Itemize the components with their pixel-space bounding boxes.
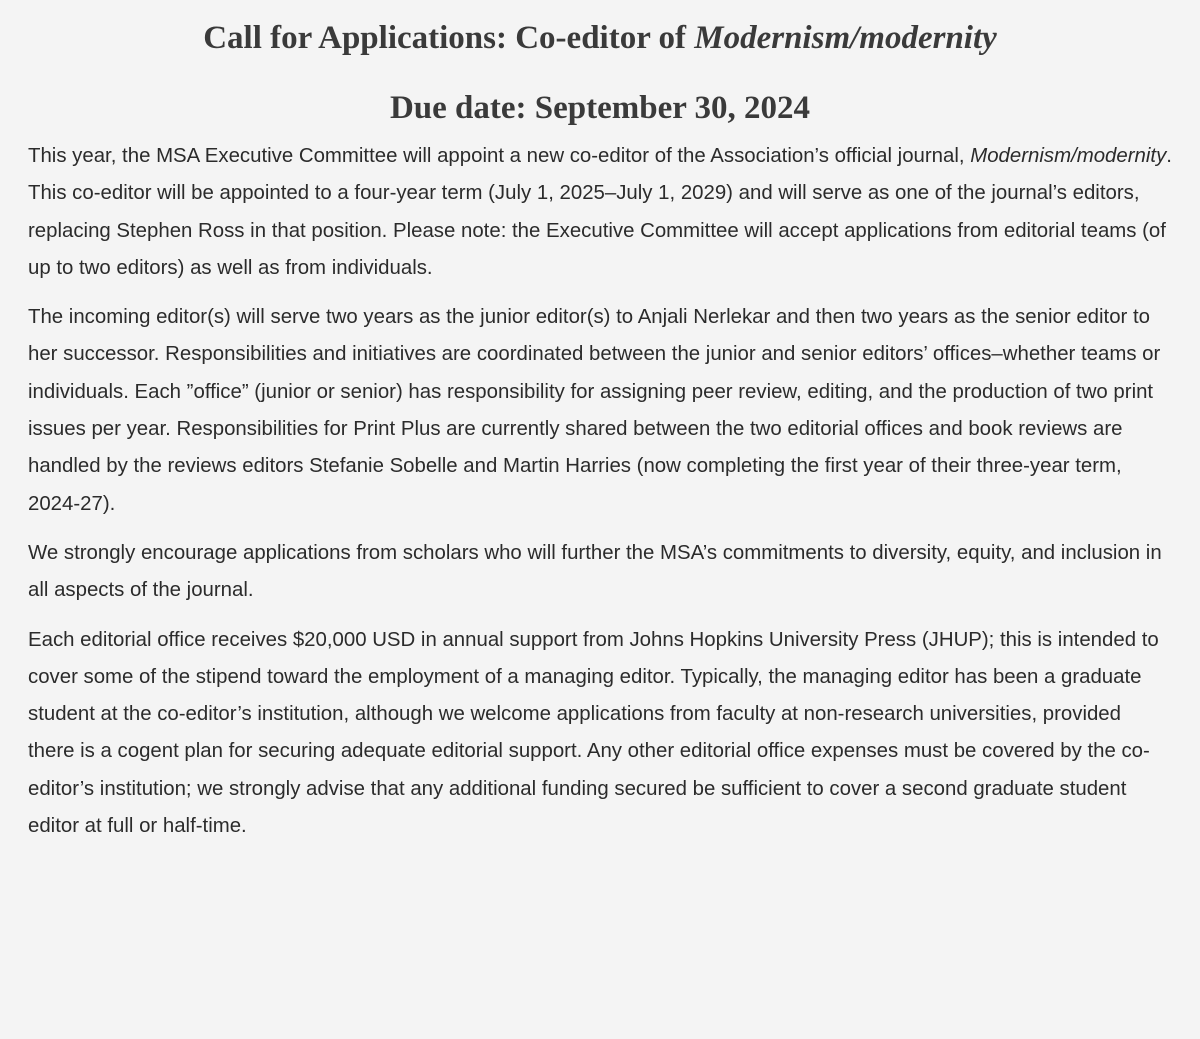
paragraph-intro xyxy=(28,138,1172,287)
paragraph-funding: Each editorial office receives $20,000 USD in annual support from Johns Hopkins University Press (JHUP); this is intended to cover some of the stipend toward the employment of a managing editor. Typically, the managing editor has been a graduate student at the co-editor’s institution, although we welcome applications from faculty at non-research universities, provided there is a cogent plan for securing adequate editorial support. Any other editorial office expenses must be covered by the co-editor’s institution; we strongly advise that any additional funding secured be sufficient to cover a second graduate student editor at full or half-time. xyxy=(28,628,1159,838)
paragraph-intro-part2: . This co-editor will be appointed to a four-year term (July 1, 2025–July 1, 2029) and will serve as one of the journal’s editors, replacing Stephen Ross in that position. Please note: the Executive Committee will accept applications from editorial teams (of up to two editors) as well as from individuals. xyxy=(28,145,1172,279)
paragraph-intro-part1: This year, the MSA Executive Committee will appoint a new co-editor of the Association’s official journal, xyxy=(28,145,971,167)
paragraph-intro-journal: Modernism/modernity xyxy=(970,145,1167,167)
page-title xyxy=(28,14,1172,62)
page-title-journal: Modernism/modernity xyxy=(694,20,997,56)
paragraph-responsibilities: The incoming editor(s) will serve two years as the junior editor(s) to Anjali Nerlekar and then two years as the senior editor to her successor. Responsibilities and initiatives are coordinated between the junior and senior editors’ offices–whether teams or individuals. Each ”office” (junior or senior) has responsibility for assigning peer review, editing, and the production of two print issues per year. Responsibilities for Print Plus are currently shared between the two editorial offices and book reviews are handled by the reviews editors Stefanie Sobelle and Martin Harries (now completing the first year of their three-year term, 2024-27). xyxy=(28,306,1161,515)
page-title-prefix: Call for Applications: Co-editor of xyxy=(203,20,695,56)
announcement-body xyxy=(28,138,1172,845)
paragraph-diversity: We strongly encourage applications from scholars who will further the MSA’s commitments to diversity, equity, and inclusion in all aspects of the journal. xyxy=(28,541,1162,602)
due-date-heading: Due date: September 30, 2024 xyxy=(389,90,811,126)
